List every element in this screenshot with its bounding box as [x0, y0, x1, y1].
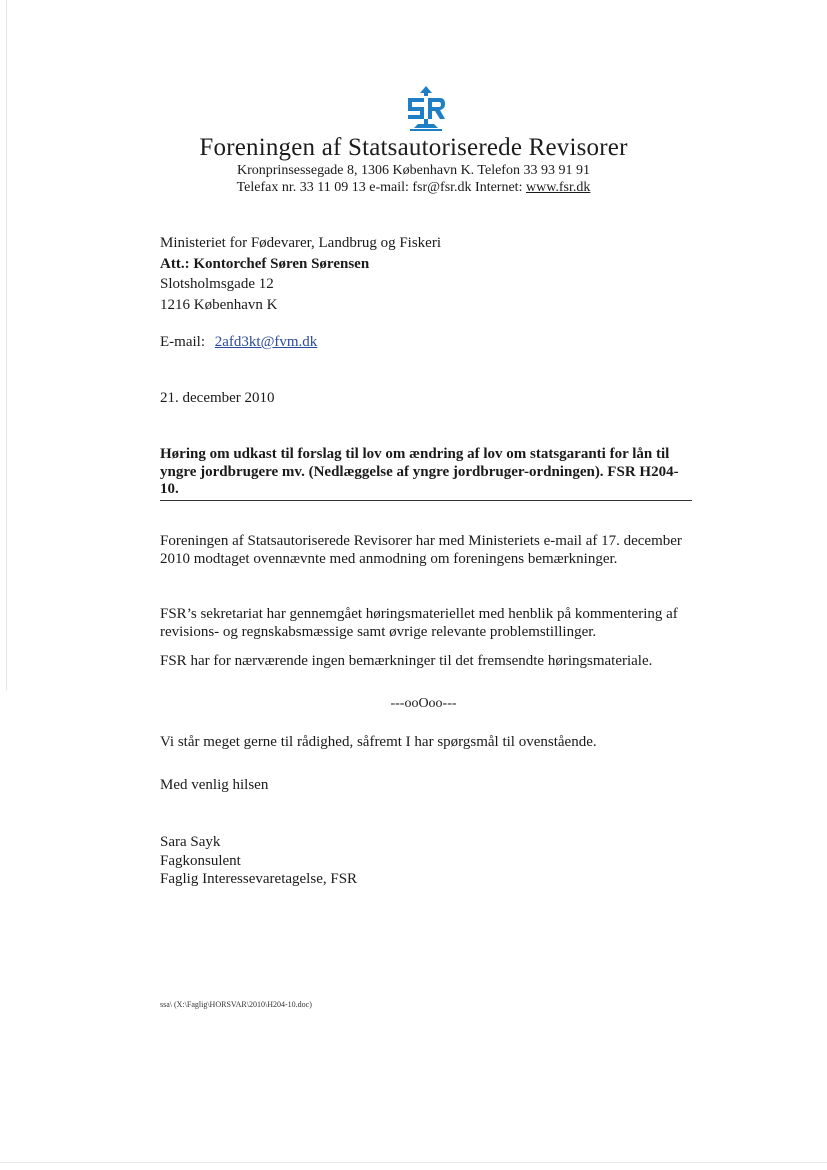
letter-subject: Høring om udkast til forslag til lov om ændring af lov om statsgaranti for lån til yngre jordbrugere mv. (Nedlæggelse af yngre jordbruger-ordningen). FSR H204-10. [160, 446, 679, 497]
body-paragraph-3: FSR har for nærværende ingen bemærkninger til det fremsendte høringsmateriale. [160, 653, 653, 669]
section-separator: ---ooOoo--- [390, 696, 457, 711]
subject-divider [160, 500, 692, 501]
scan-edge-left [6, 0, 7, 690]
signer-department: Faglig Interessevaretagelse, FSR [160, 871, 358, 887]
letter-date: 21. december 2010 [160, 390, 275, 406]
recipient-city: 1216 København K [160, 296, 278, 313]
fsr-logo-icon [404, 86, 448, 132]
body-paragraph-4: Vi står meget gerne til rådighed, såfremt I har spørgsmål til ovenstående. [160, 734, 597, 750]
body-paragraph-2: FSR’s sekretariat har gennemgået høringsmateriellet med henblik på kommentering af revisions- og regnskabsmæssige samt øvrige relevante problemstillinger. [160, 606, 678, 640]
email-label: E-mail: [160, 334, 205, 350]
signer-name: Sara Sayk [160, 834, 221, 850]
website-link[interactable]: www.fsr.dk [525, 180, 591, 195]
recipient-attention: Att.: Kontorchef Søren Sørensen [160, 255, 370, 272]
org-address-line: Kronprinsessegade 8, 1306 København K. Telefon 33 93 91 91 [237, 163, 590, 178]
recipient-ministry: Ministeriet for Fødevarer, Landbrug og Fiskeri [160, 235, 442, 251]
signer-title: Fagkonsulent [160, 852, 241, 869]
file-reference: ssa\ (X:\Faglig\HORSVAR\2010\H204-10.doc) [160, 1000, 312, 1009]
body-paragraph-1: Foreningen af Statsautoriserede Revisorer har med Ministeriets e-mail af 17. december 2010 modtaget ovennævnte med anmodning om foreningens bemærkninger. [160, 533, 682, 567]
org-contact-line [0, 180, 827, 196]
signature-block [160, 833, 357, 889]
closing-greeting: Med venlig hilsen [160, 777, 269, 793]
recipient-address [160, 233, 441, 315]
recipient-email-row [160, 334, 317, 351]
org-name: Foreningen af Statsautoriserede Revisorer [199, 134, 628, 161]
recipient-street: Slotsholmsgade 12 [160, 276, 274, 292]
recipient-email-link[interactable]: 2afd3kt@fvm.dk [214, 334, 318, 350]
org-contact-text: Telefax nr. 33 11 09 13 e-mail: fsr@fsr.dk Internet: [236, 180, 526, 195]
scan-edge-bottom [0, 1162, 827, 1163]
